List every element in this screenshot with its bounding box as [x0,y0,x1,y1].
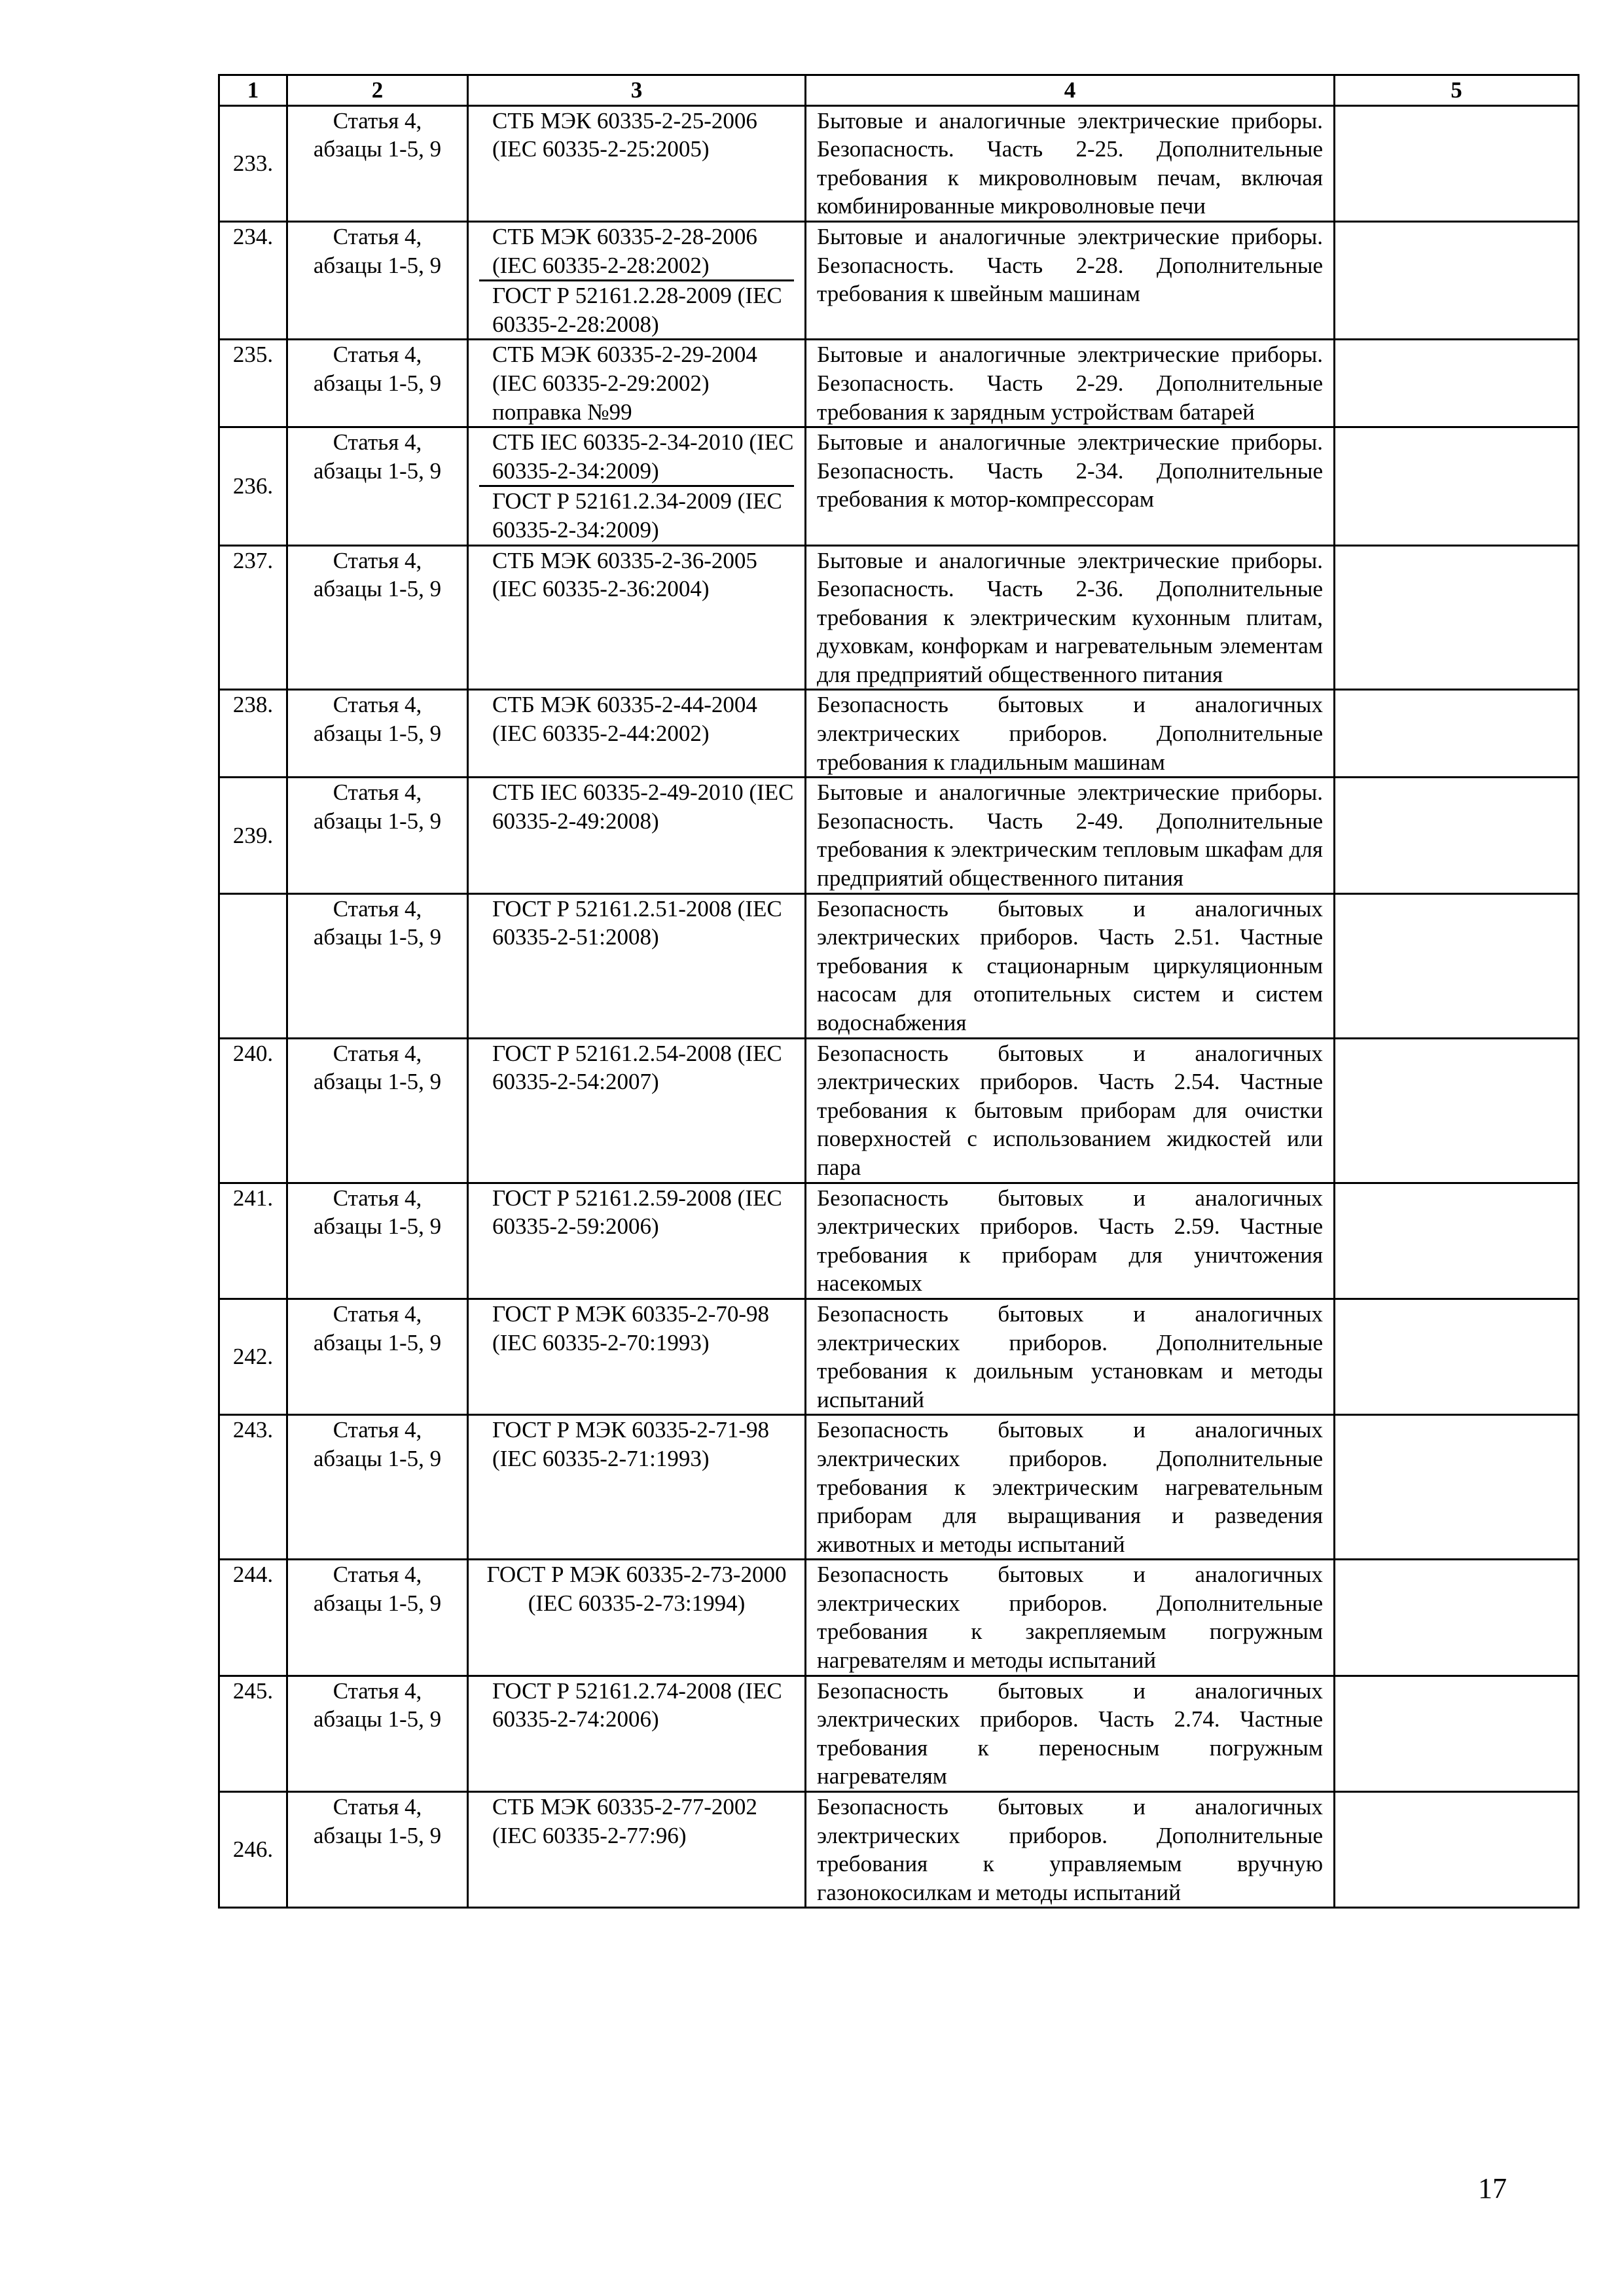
standard-designation: ГОСТ Р 52161.2.51-2008 (IEC 60335-2-51:2008) [492,895,782,950]
row-number: 244. [219,1560,287,1676]
row-number: 246. [219,1792,287,1908]
standard-designation: СТБ МЭК 60335-2-25-2006 (IEC 60335-2-25:2005) [492,107,757,162]
standard-designation: СТБ МЭК 60335-2-77-2002 (IEC 60335-2-77:96) [492,1794,757,1848]
standard-designation: СТБ МЭК 60335-2-28-2006 (IEC 60335-2-28:2002) [492,223,757,278]
table-row [219,893,1579,1038]
row-number: 233. [219,105,287,221]
standard-designation: ГОСТ Р МЭК 60335-2-70-98 (IEC 60335-2-70:1993) [492,1300,770,1355]
note-cell [1335,778,1579,893]
standard-title: Бытовые и аналогичные электрические приборы. Безопасность. Часть 2-25. Дополнительные требования к микроволновым печам, включая комбинированные микроволновые печи [806,105,1335,221]
row-number: 240. [219,1038,287,1183]
standard-title: Безопасность бытовых и аналогичных электрических приборов. Часть 2.74. Частные требования к переносным погружным нагревателям [806,1676,1335,1791]
standard-documents [468,545,806,690]
note-cell [1335,1415,1579,1560]
standard-documents [468,1038,806,1183]
table-row [219,1415,1579,1560]
header-col-4: 4 [806,75,1335,106]
article-reference: Статья 4, абзацы 1-5, 9 [287,1415,468,1560]
standard-documents [468,893,806,1038]
standard-documents [468,690,806,778]
standard-documents [468,1792,806,1908]
note-cell [1335,690,1579,778]
page-number: 17 [1478,2172,1507,2204]
table-row [219,340,1579,427]
note-cell [1335,893,1579,1038]
row-number: 243. [219,1415,287,1560]
standard-documents [468,1415,806,1560]
standard-documents [468,778,806,893]
note-cell [1335,427,1579,545]
standard-designation: ГОСТ Р 52161.2.28-2009 (IEC 60335-2-28:2008) [479,279,794,338]
row-number: 242. [219,1299,287,1414]
table-row [219,1038,1579,1183]
table-row [219,1183,1579,1299]
standard-title: Безопасность бытовых и аналогичных электрических приборов. Часть 2.51. Частные требования к стационарным циркуляционным насосам для отопительных систем и систем водоснабжения [806,893,1335,1038]
row-number: 234. [219,221,287,339]
article-reference: Статья 4, абзацы 1-5, 9 [287,105,468,221]
table-row [219,778,1579,893]
row-number: 245. [219,1676,287,1791]
standard-designation: ГОСТ Р 52161.2.74-2008 (IEC 60335-2-74:2006) [492,1677,782,1732]
standard-documents [468,105,806,221]
note-cell [1335,340,1579,427]
header-col-2: 2 [287,75,468,106]
note-cell [1335,1038,1579,1183]
standard-title: Бытовые и аналогичные электрические приборы. Безопасность. Часть 2-29. Дополнительные требования к зарядным устройствам батарей [806,340,1335,427]
standard-documents [468,1560,806,1676]
table-row [219,105,1579,221]
row-number: 235. [219,340,287,427]
table-row [219,1299,1579,1414]
standard-documents [468,1299,806,1414]
article-reference: Статья 4, абзацы 1-5, 9 [287,340,468,427]
standard-title: Безопасность бытовых и аналогичных электрических приборов. Дополнительные требования к доильным установкам и методы испытаний [806,1299,1335,1414]
article-reference: Статья 4, абзацы 1-5, 9 [287,1560,468,1676]
header-row [219,75,1579,106]
note-cell [1335,1676,1579,1791]
note-cell [1335,221,1579,339]
article-reference: Статья 4, абзацы 1-5, 9 [287,1038,468,1183]
note-cell [1335,1792,1579,1908]
table-row [219,1676,1579,1791]
standard-documents [468,1183,806,1299]
standard-documents [468,1676,806,1791]
standard-designation: СТБ МЭК 60335-2-36-2005 (IEC 60335-2-36:2004) [492,547,757,602]
row-number [219,893,287,1038]
standard-title: Бытовые и аналогичные электрические приборы. Безопасность. Часть 2-34. Дополнительные требования к мотор-компрессорам [806,427,1335,545]
note-cell [1335,105,1579,221]
standard-designation: СТБ МЭК 60335-2-44-2004 (IEC 60335-2-44:2002) [492,692,757,747]
table-row [219,545,1579,690]
note-cell [1335,1299,1579,1414]
standard-designation: ГОСТ Р МЭК 60335-2-71-98 (IEC 60335-2-71:1993) [492,1417,770,1471]
standard-title: Безопасность бытовых и аналогичных электрических приборов. Часть 2.59. Частные требования к приборам для уничтожения насекомых [806,1183,1335,1299]
article-reference: Статья 4, абзацы 1-5, 9 [287,893,468,1038]
standard-title: Бытовые и аналогичные электрические приборы. Безопасность. Часть 2-28. Дополнительные требования к швейным машинам [806,221,1335,339]
table-row [219,427,1579,545]
standard-title: Бытовые и аналогичные электрические приборы. Безопасность. Часть 2-49. Дополнительные требования к электрическим тепловым шкафам для предприятий общественного питания [806,778,1335,893]
article-reference: Статья 4, абзацы 1-5, 9 [287,1299,468,1414]
standard-designation: ГОСТ Р МЭК 60335-2-73-2000 (IEC 60335-2-73:1994) [486,1562,787,1616]
article-reference: Статья 4, абзацы 1-5, 9 [287,545,468,690]
note-cell [1335,1560,1579,1676]
row-number: 239. [219,778,287,893]
standard-documents [468,340,806,427]
standard-title: Безопасность бытовых и аналогичных электрических приборов. Дополнительные требования к закрепляемым погружным нагревателям и методы испытаний [806,1560,1335,1676]
standard-documents [468,427,806,545]
standard-designation: СТБ МЭК 60335-2-29-2004 (IEC 60335-2-29:2002) поправка №99 [492,342,757,425]
article-reference: Статья 4, абзацы 1-5, 9 [287,1183,468,1299]
standard-designation: ГОСТ Р 52161.2.59-2008 (IEC 60335-2-59:2006) [492,1185,782,1240]
row-number: 236. [219,427,287,545]
row-number: 241. [219,1183,287,1299]
standard-title: Безопасность бытовых и аналогичных электрических приборов. Дополнительные требования к гладильным машинам [806,690,1335,778]
standard-documents [468,221,806,339]
note-cell [1335,545,1579,690]
table-row [219,1792,1579,1908]
row-number: 237. [219,545,287,690]
standard-designation: СТБ IEC 60335-2-49-2010 (IEC 60335-2-49:2008) [492,780,794,834]
article-reference: Статья 4, абзацы 1-5, 9 [287,1792,468,1908]
note-cell [1335,1183,1579,1299]
row-number: 238. [219,690,287,778]
standards-table [218,74,1579,1909]
article-reference: Статья 4, абзацы 1-5, 9 [287,221,468,339]
standard-designation: ГОСТ Р 52161.2.54-2008 (IEC 60335-2-54:2007) [492,1040,782,1095]
header-col-3: 3 [468,75,806,106]
table-row [219,1560,1579,1676]
article-reference: Статья 4, абзацы 1-5, 9 [287,427,468,545]
header-col-1: 1 [219,75,287,106]
standard-title: Безопасность бытовых и аналогичных электрических приборов. Дополнительные требования к электрическим нагревательным приборам для выращивания и разведения животных и методы испытаний [806,1415,1335,1560]
article-reference: Статья 4, абзацы 1-5, 9 [287,778,468,893]
header-col-5: 5 [1335,75,1579,106]
standard-designation: ГОСТ Р 52161.2.34-2009 (IEC 60335-2-34:2009) [479,485,794,544]
standard-title: Безопасность бытовых и аналогичных электрических приборов. Дополнительные требования к управляемым вручную газонокосилкам и методы испытаний [806,1792,1335,1908]
table-row [219,221,1579,339]
article-reference: Статья 4, абзацы 1-5, 9 [287,690,468,778]
article-reference: Статья 4, абзацы 1-5, 9 [287,1676,468,1791]
standard-title: Безопасность бытовых и аналогичных электрических приборов. Часть 2.54. Частные требования к бытовым приборам для очистки поверхностей с использованием жидкостей или пара [806,1038,1335,1183]
table-body [219,105,1579,1908]
table-row [219,690,1579,778]
standard-designation: СТБ IEC 60335-2-34-2010 (IEC 60335-2-34:2009) [492,429,794,484]
standard-title: Бытовые и аналогичные электрические приборы. Безопасность. Часть 2-36. Дополнительные требования к электрическим кухонным плитам, духовкам, конфоркам и нагревательным элементам для предприятий общественного питания [806,545,1335,690]
